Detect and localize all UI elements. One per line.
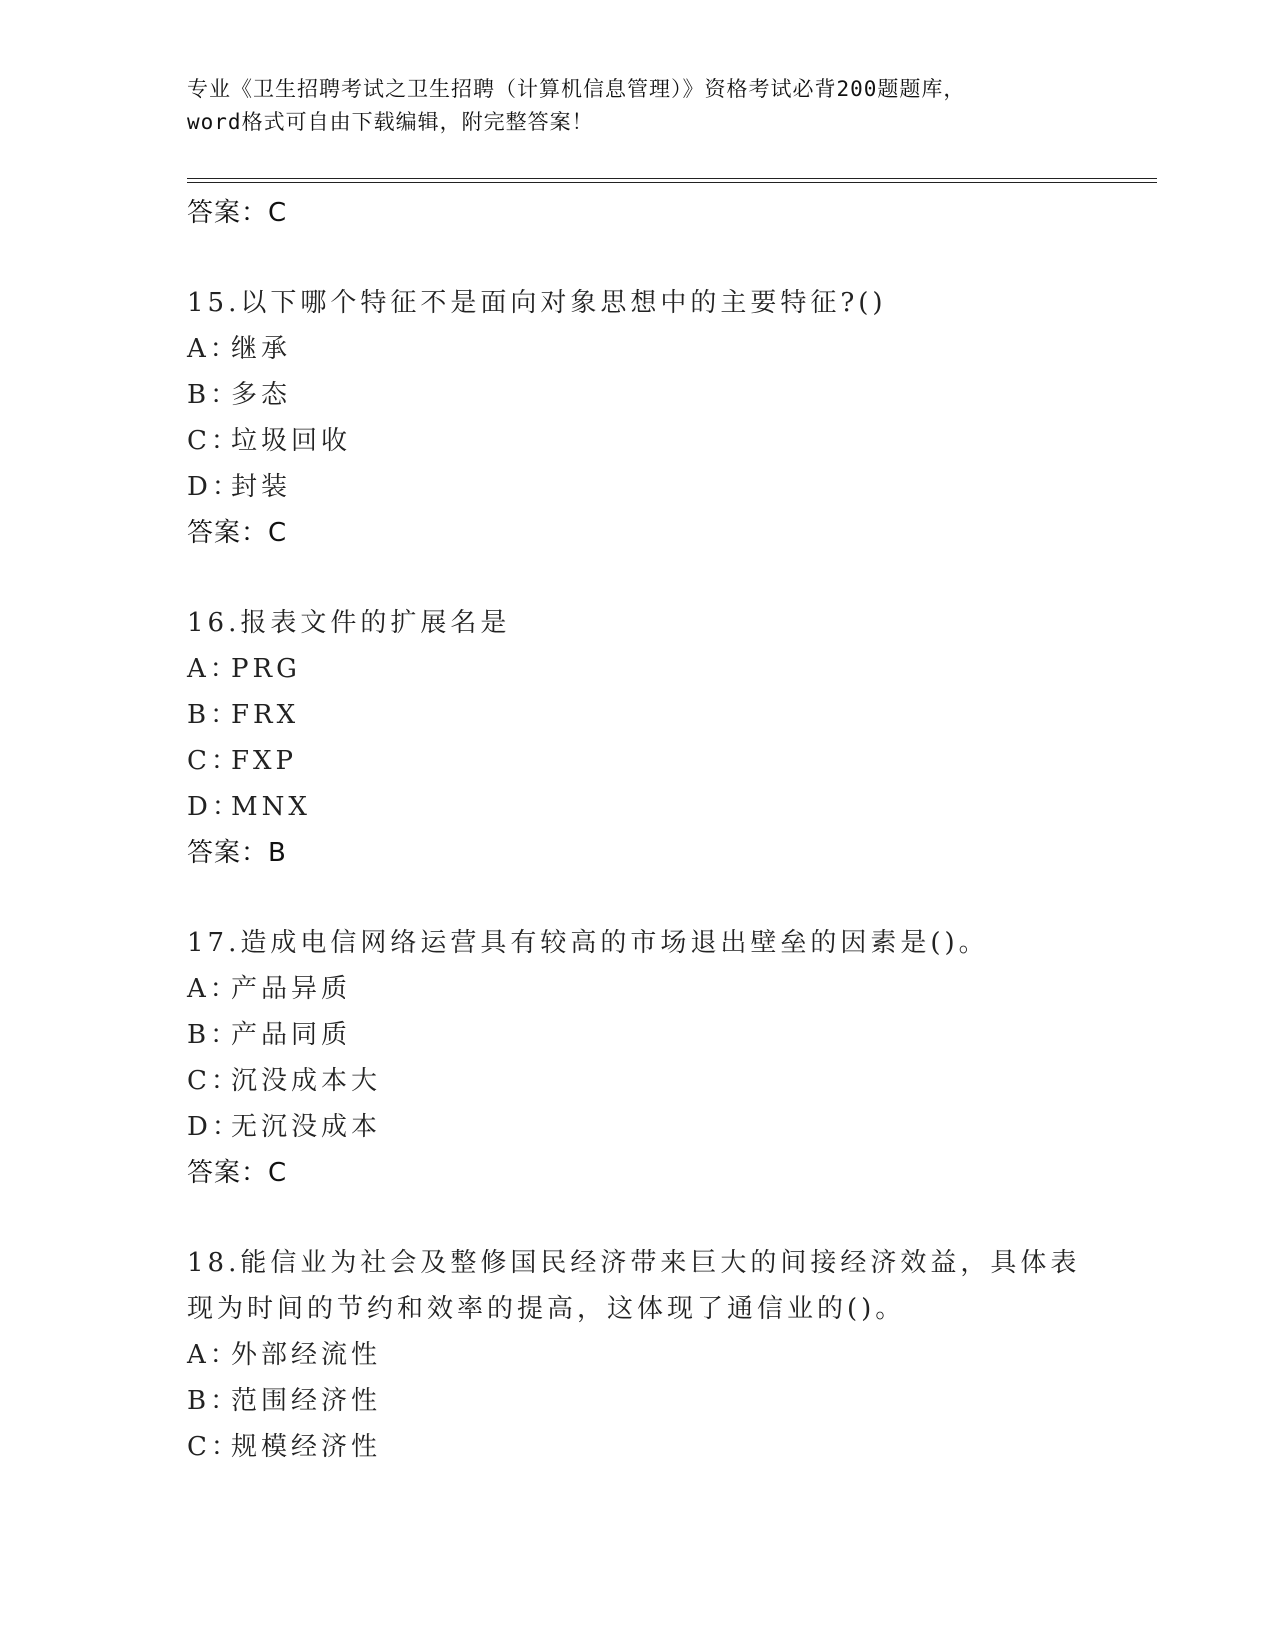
spacer (187, 876, 1107, 920)
question-list (187, 190, 1107, 1470)
option-key: B： (187, 1020, 241, 1050)
option-key: A： (187, 654, 240, 684)
option-key: A： (187, 334, 240, 364)
option-b (187, 692, 1107, 738)
question-block (187, 280, 1107, 556)
option-key: C： (187, 1432, 241, 1462)
option-text: 产品异质 (231, 974, 352, 1004)
option-key: C： (187, 426, 241, 456)
spacer (187, 236, 1107, 280)
answer-line: 答案：C (187, 518, 288, 548)
option-key: D： (187, 1112, 242, 1142)
option-c (187, 1424, 1107, 1470)
answer-line: 答案：C (187, 198, 288, 228)
document-header (187, 73, 1087, 139)
option-key: D： (187, 472, 242, 502)
option-text: 产品同质 (231, 1020, 352, 1050)
question-block (187, 920, 1107, 1196)
question-text: 18.能信业为社会及整修国民经济带来巨大的间接经济效益，具体表现为时间的节约和效率的提高，这体现了通信业的()。 (187, 1248, 1081, 1324)
option-a (187, 646, 1107, 692)
option-text: 封装 (231, 472, 292, 502)
option-key: B： (187, 380, 241, 410)
option-d (187, 784, 1107, 830)
option-c (187, 1058, 1107, 1104)
option-key: C： (187, 746, 241, 776)
option-a (187, 966, 1107, 1012)
option-b (187, 1012, 1107, 1058)
question-text: 17.造成电信网络运营具有较高的市场退出壁垒的因素是()。 (187, 928, 989, 958)
option-text: 无沉没成本 (231, 1112, 382, 1142)
header-line-2: word格式可自由下载编辑，附完整答案！ (187, 110, 594, 134)
option-a (187, 326, 1107, 372)
option-key: D： (187, 792, 242, 822)
header-divider (187, 178, 1157, 183)
spacer (187, 1196, 1107, 1240)
header-line-1: 专业《卫生招聘考试之卫生招聘（计算机信息管理）》资格考试必背200题题库， (187, 77, 966, 101)
question-block (187, 600, 1107, 876)
answer-line: 答案：B (187, 838, 287, 868)
option-a (187, 1332, 1107, 1378)
option-text: MNX (231, 792, 311, 822)
option-text: 外部经流性 (231, 1340, 382, 1370)
option-key: C： (187, 1066, 241, 1096)
option-b (187, 1378, 1107, 1424)
option-d (187, 1104, 1107, 1150)
option-text: 多态 (231, 380, 292, 410)
option-text: FXP (231, 746, 298, 776)
option-text: 范围经济性 (231, 1386, 382, 1416)
option-key: A： (187, 974, 240, 1004)
option-c (187, 418, 1107, 464)
question-text: 16.报表文件的扩展名是 (187, 608, 511, 638)
option-d (187, 464, 1107, 510)
question-text: 15.以下哪个特征不是面向对象思想中的主要特征?() (187, 288, 887, 318)
option-text: 垃圾回收 (231, 426, 352, 456)
spacer (187, 556, 1107, 600)
option-text: 沉没成本大 (231, 1066, 382, 1096)
answer-line: 答案：C (187, 1158, 288, 1188)
option-text: FRX (231, 700, 300, 730)
option-text: 继承 (231, 334, 292, 364)
option-key: B： (187, 700, 241, 730)
question-block (187, 1240, 1107, 1470)
option-c (187, 738, 1107, 784)
option-b (187, 372, 1107, 418)
option-text: 规模经济性 (231, 1432, 382, 1462)
option-text: PRG (231, 654, 301, 684)
option-key: A： (187, 1340, 240, 1370)
option-key: B： (187, 1386, 241, 1416)
